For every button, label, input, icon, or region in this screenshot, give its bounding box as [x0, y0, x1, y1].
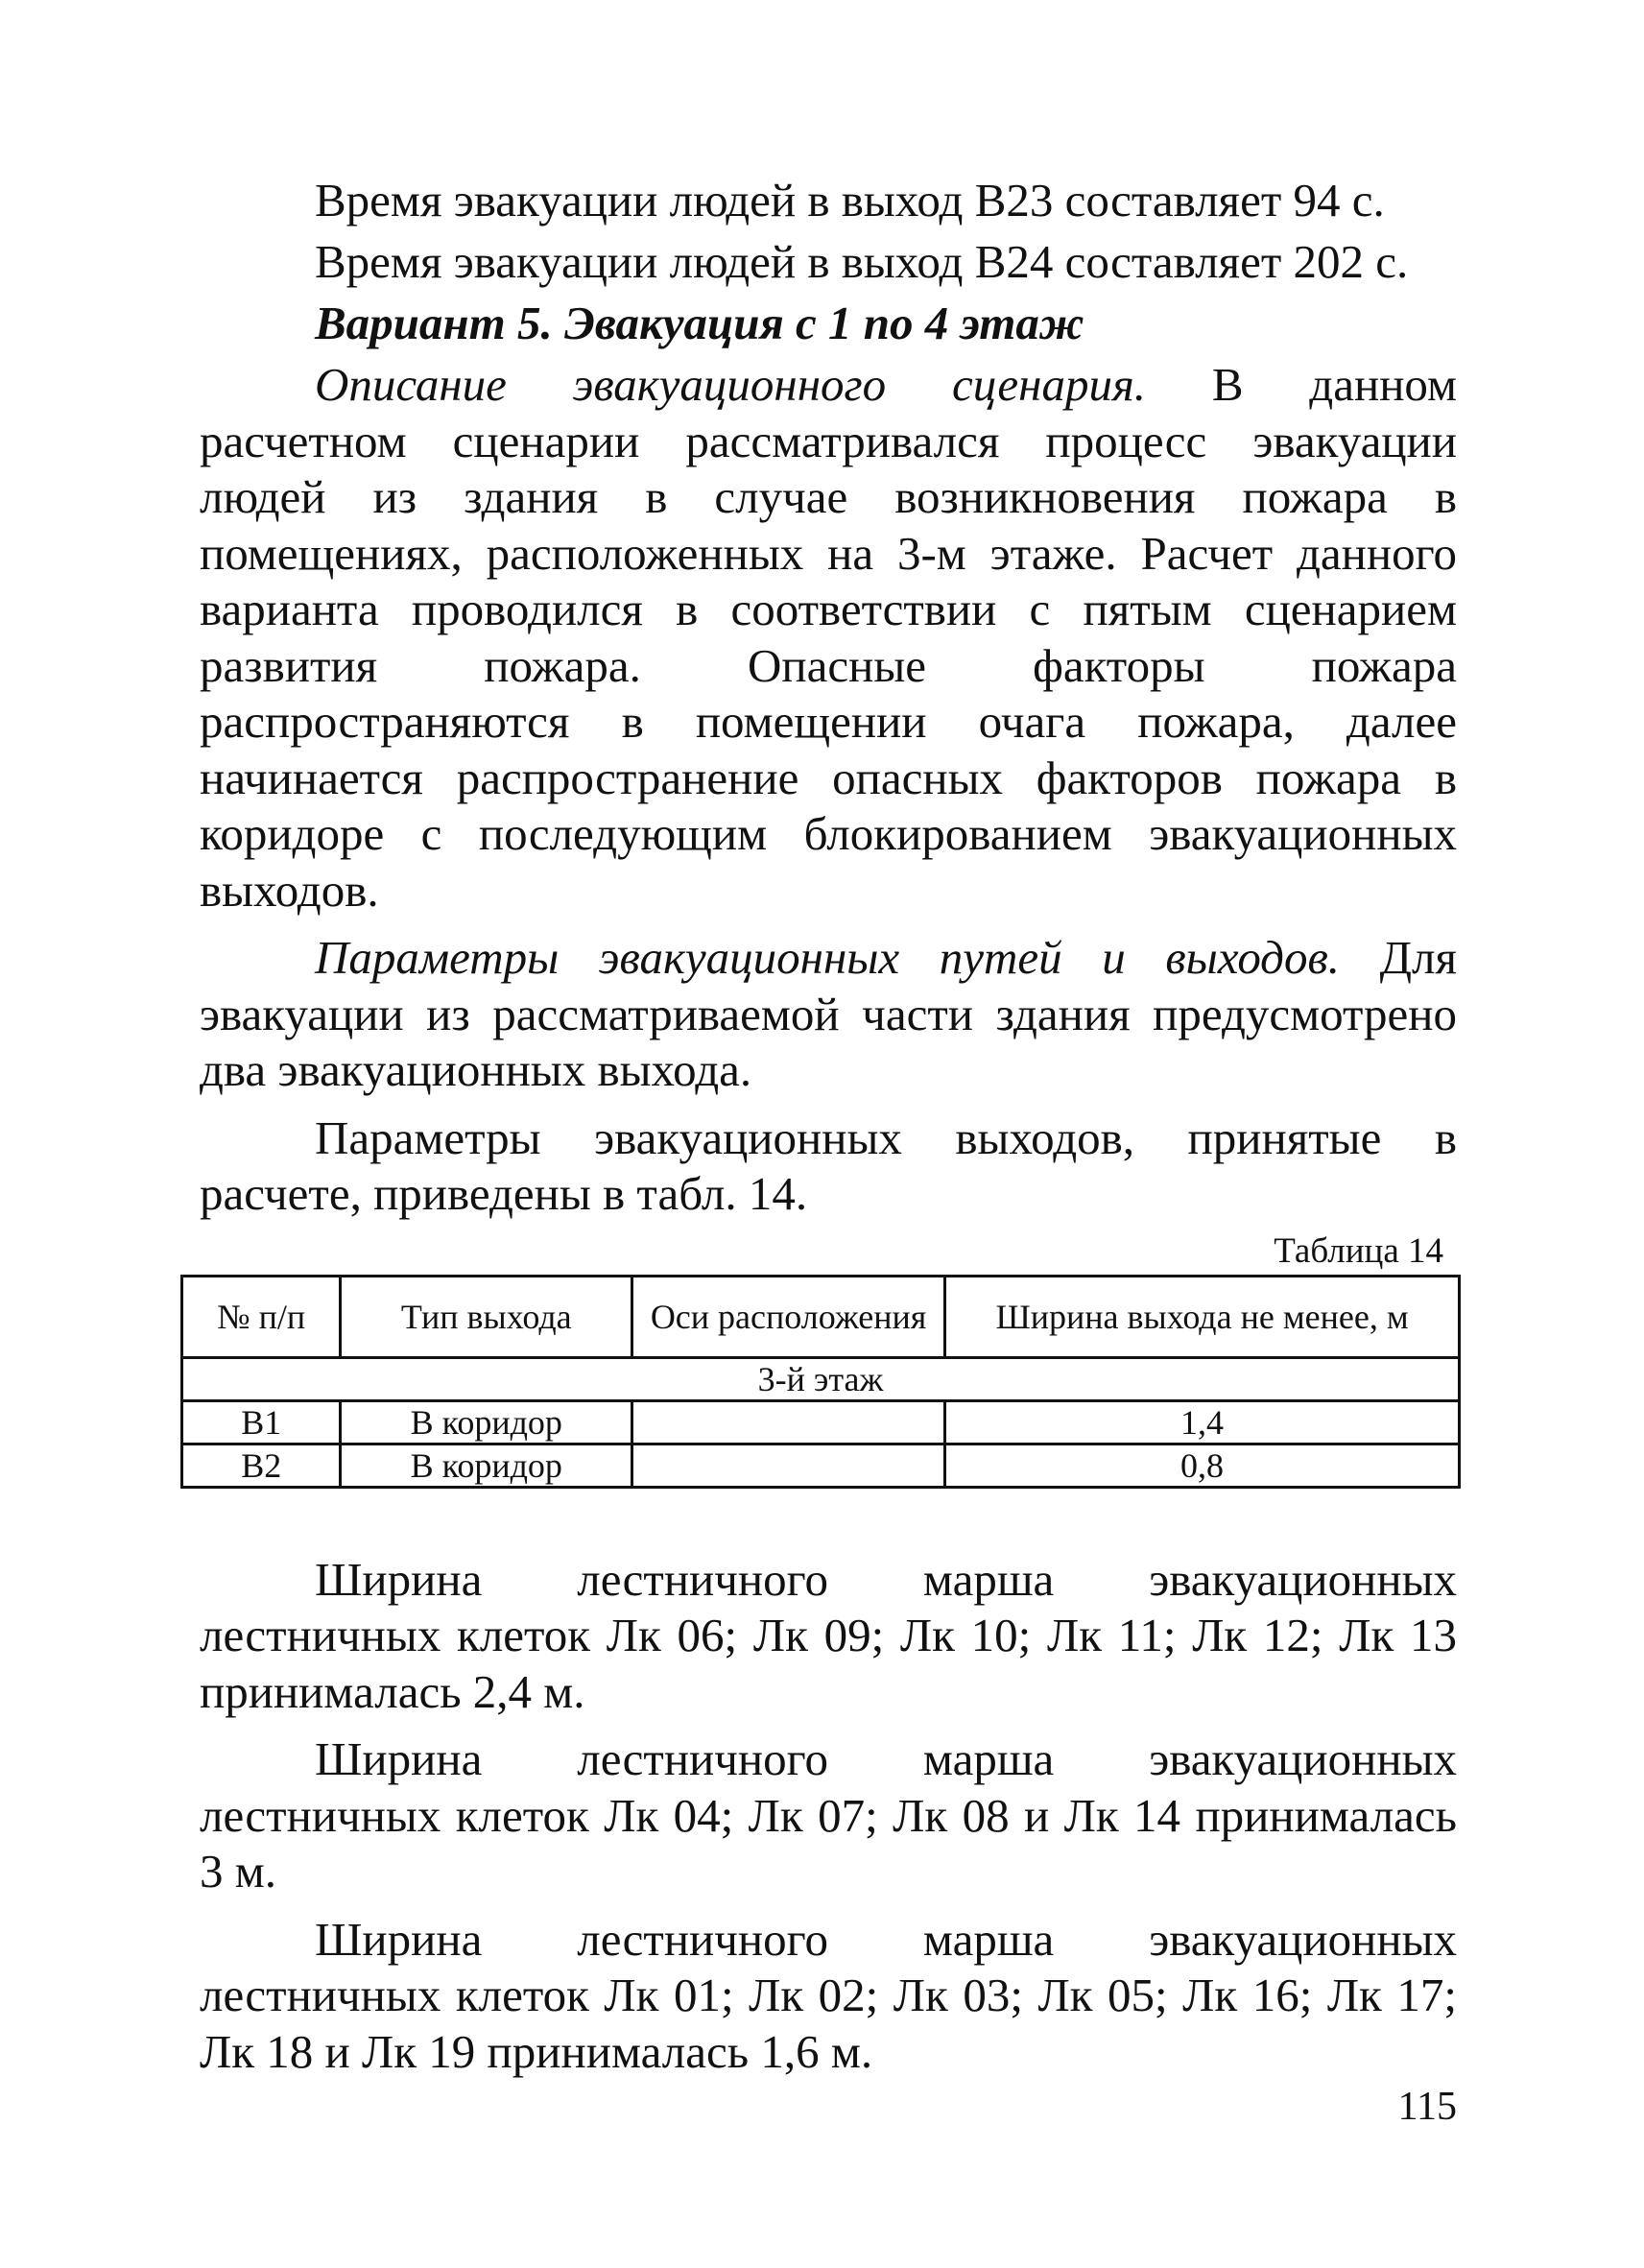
table-cell: 1,4	[945, 1400, 1460, 1444]
paragraph-lead: Описание эвакуационного сценария.	[315, 358, 1147, 411]
table-header-cell: Оси расположения	[632, 1276, 945, 1357]
paragraph-evacuation-params	[200, 930, 1457, 1099]
table-cell: В1	[182, 1400, 341, 1444]
paragraph-body: Для эвакуации из рассматриваемой части здания предусмотрено два эвакуационных выхода.	[200, 931, 1457, 1096]
paragraph-lead: Параметры эвакуационных путей и выходов.	[315, 931, 1340, 984]
paragraph-table-ref: Параметры эвакуационных выходов, принятые в расчете, приведены в табл. 14.	[200, 1110, 1457, 1220]
section-heading: Вариант 5. Эвакуация с 1 по 4 этаж	[315, 297, 1084, 349]
table-header-row	[182, 1276, 1460, 1357]
table-caption: Таблица 14	[1274, 1230, 1443, 1271]
table-header-cell: № п/п	[182, 1276, 341, 1357]
text-line-exit-b23: Время эвакуации людей в выход В23 составляет 94 с.	[315, 174, 1385, 227]
paragraph-stair-width-1: Ширина лестничного марша эвакуационных лестничных клеток Лк 06; Лк 09; Лк 10; Лк 11; Лк 12; Лк 13 принималась 2,4 м.	[200, 1552, 1457, 1718]
table-cell: В коридор	[341, 1400, 632, 1444]
table-cell	[632, 1444, 945, 1487]
paragraph-stair-width-3: Ширина лестничного марша эвакуационных лестничных клеток Лк 01; Лк 02; Лк 03; Лк 05; Лк 16; Лк 17; Лк 18 и Лк 19 принималась 1,6 м.	[200, 1912, 1457, 2078]
table-cell: 0,8	[945, 1444, 1460, 1487]
document-page	[200, 173, 1457, 2080]
paragraph-body: В данном расчетном сценарии рассматривался процесс эвакуации людей из здания в случае возникновения пожара в помещениях, расположенных на 3-м этаже. Расчет данного варианта проводился в соответствии с пятым сценарием развития пожара. Опасные факторы пожара распространяются в помещении очага пожара, далее начинается распространение опасных факторов пожара в коридоре с последующим блокированием эвакуационных выходов.	[200, 358, 1457, 917]
paragraph-stair-width-2: Ширина лестничного марша эвакуационных лестничных клеток Лк 04; Лк 07; Лк 08 и Лк 14 принималась 3 м.	[200, 1732, 1457, 1898]
table-section-row	[182, 1357, 1460, 1400]
table-cell: В коридор	[341, 1444, 632, 1487]
table-section-label: 3-й этаж	[182, 1357, 1460, 1400]
table-row	[182, 1400, 1460, 1444]
table-header-cell: Ширина выхода не менее, м	[945, 1276, 1460, 1357]
paragraph-scenario-description	[200, 357, 1457, 919]
exits-table	[180, 1275, 1461, 1489]
page-number: 115	[1397, 2085, 1457, 2129]
table-cell: В2	[182, 1444, 341, 1487]
table-header-cell: Тип выхода	[341, 1276, 632, 1357]
table-cell	[632, 1400, 945, 1444]
table-row	[182, 1444, 1460, 1487]
text-line-exit-b24: Время эвакуации людей в выход В24 составляет 202 с.	[315, 235, 1409, 288]
